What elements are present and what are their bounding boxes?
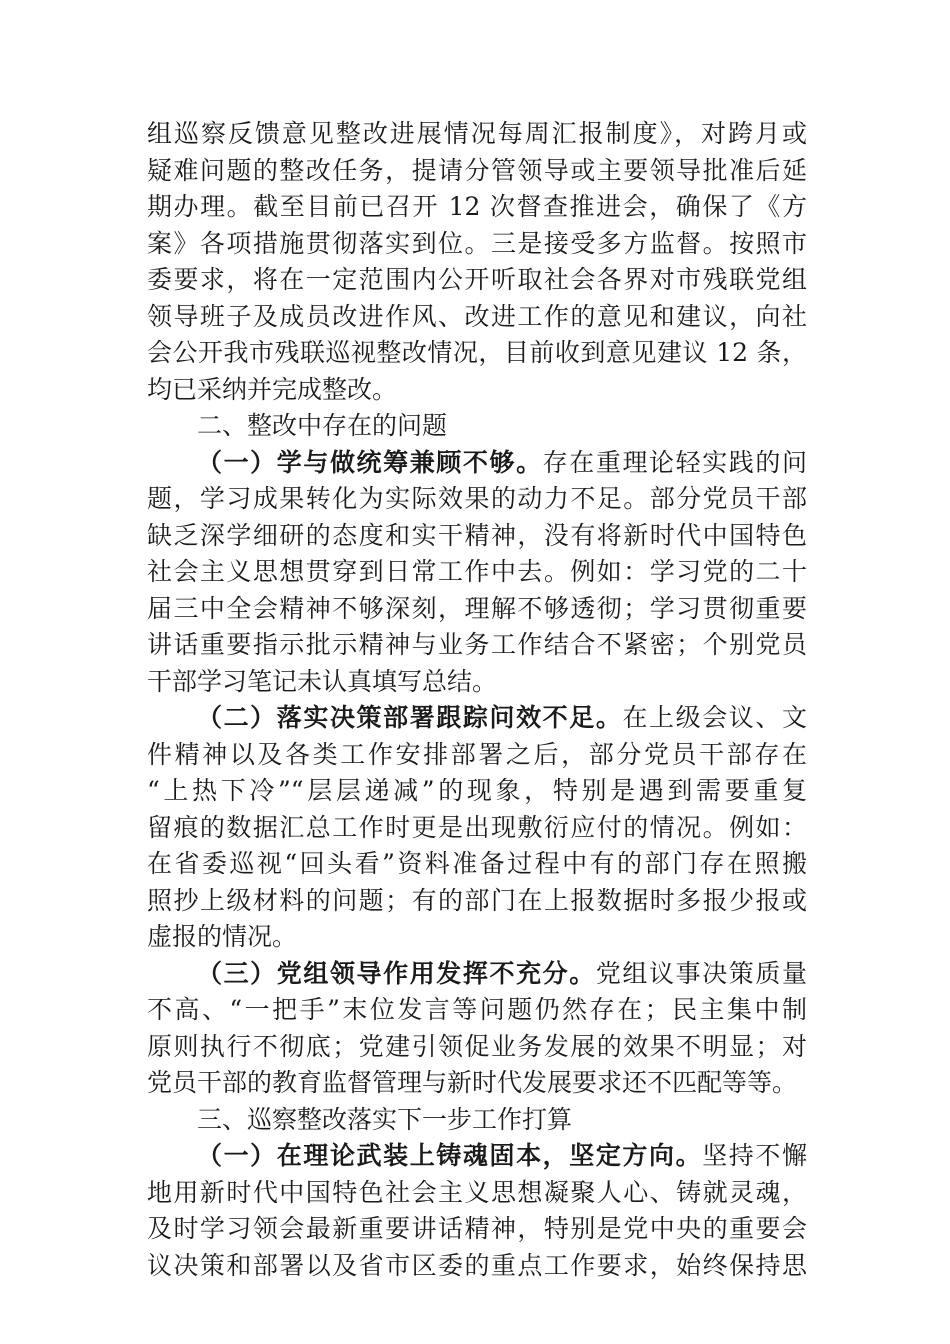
text-line: 领导班子及成员改进作风、改进工作的意见和建议，向社: [147, 301, 807, 331]
text-line: 社会主义思想贯穿到日常工作中去。例如：学习党的二十: [147, 557, 807, 586]
text-line: 干部学习笔记未认真填写总结。: [147, 666, 498, 696]
text-line: 在省委巡视“回头看”资料准备过程中有的部门存在照搬: [147, 849, 807, 878]
paragraph-2-3: [147, 956, 807, 1102]
paragraph-intro: [147, 116, 807, 408]
paragraph-lead: （二）落实决策部署跟踪问效不足。: [197, 703, 623, 732]
text-line: 均已采纳并完成整改。: [147, 374, 398, 404]
section-heading-3: 三、巡察整改落实下一步工作打算: [197, 1104, 573, 1134]
paragraph-2-1: [147, 445, 807, 701]
text-line: 题，学习成果转化为实际效果的动力不足。部分党员干部: [147, 484, 807, 513]
text-line: 地用新时代中国特色社会主义思想凝聚人心、铸就灵魂，: [147, 1177, 807, 1207]
section-heading-2: 二、整改中存在的问题: [197, 411, 448, 440]
text-line: 组巡察反馈意见整改进展情况每周汇报制度》，对跨月或: [147, 119, 807, 148]
text-line: （三）党组领导作用发挥不充分。党组议事决策质量: [197, 958, 807, 988]
text-line: 疑难问题的整改任务，提请分管领导或主要领导批准后延: [147, 155, 807, 185]
text-line: 照抄上级材料的问题；有的部门在上报数据时多报少报或: [147, 885, 807, 915]
text-line: 留痕的数据汇总工作时更是出现敷衍应付的情况。例如：: [147, 812, 807, 842]
text-line: 案》各项措施贯彻落实到位。三是接受多方监督。按照市: [147, 228, 807, 258]
text-line: 不高、“一把手”末位发言等问题仍然存在；民主集中制: [147, 995, 807, 1024]
text-line: 党员干部的教育监督管理与新时代发展要求还不匹配等等。: [147, 1068, 798, 1097]
text-line: 委要求，将在一定范围内公开听取社会各界对市残联党组: [147, 265, 807, 294]
text-line: 讲话重要指示批示精神与业务工作结合不紧密；个别党员: [147, 630, 807, 659]
text-line: 原则执行不彻底；党建引领促业务发展的效果不明显；对: [147, 1031, 807, 1061]
text-line: 及时学习领会最新重要讲话精神，特别是党中央的重要会: [147, 1214, 807, 1243]
text-line: 期办理。截至目前已召开 12 次督查推进会，确保了《方: [147, 192, 807, 221]
text-line: 缺乏深学细研的态度和实干精神，没有将新时代中国特色: [147, 520, 807, 550]
text-line: （二）落实决策部署跟踪问效不足。在上级会议、文: [197, 703, 807, 732]
text-line: 会公开我市残联巡视整改情况，目前收到意见建议 12 条，: [147, 338, 807, 367]
document-body: [147, 116, 807, 1284]
paragraph-2-2: [147, 700, 807, 956]
text-line: 件精神以及各类工作安排部署之后，部分党员干部存在: [147, 739, 807, 769]
text-line: （一）学与做统筹兼顾不够。存在重理论轻实践的问: [197, 447, 807, 477]
text-line: 届三中全会精神不够深刻，理解不够透彻；学习贯彻重要: [147, 593, 807, 623]
text-line: 虚报的情况。: [147, 922, 298, 951]
paragraph-lead: （一）在理论武装上铸魂固本，坚定方向。: [197, 1141, 703, 1170]
paragraph-lead: （三）党组领导作用发挥不充分。: [197, 958, 596, 988]
paragraph-3-1: [147, 1138, 807, 1284]
paragraph-lead: （一）学与做统筹兼顾不够。: [197, 447, 543, 477]
text-line: （一）在理论武装上铸魂固本，坚定方向。坚持不懈: [197, 1141, 807, 1170]
text-line: 议决策和部署以及省市区委的重点工作要求，始终保持思: [147, 1250, 807, 1280]
text-line: “上热下冷”“层层递减”的现象，特别是遇到需要重复: [147, 776, 807, 805]
